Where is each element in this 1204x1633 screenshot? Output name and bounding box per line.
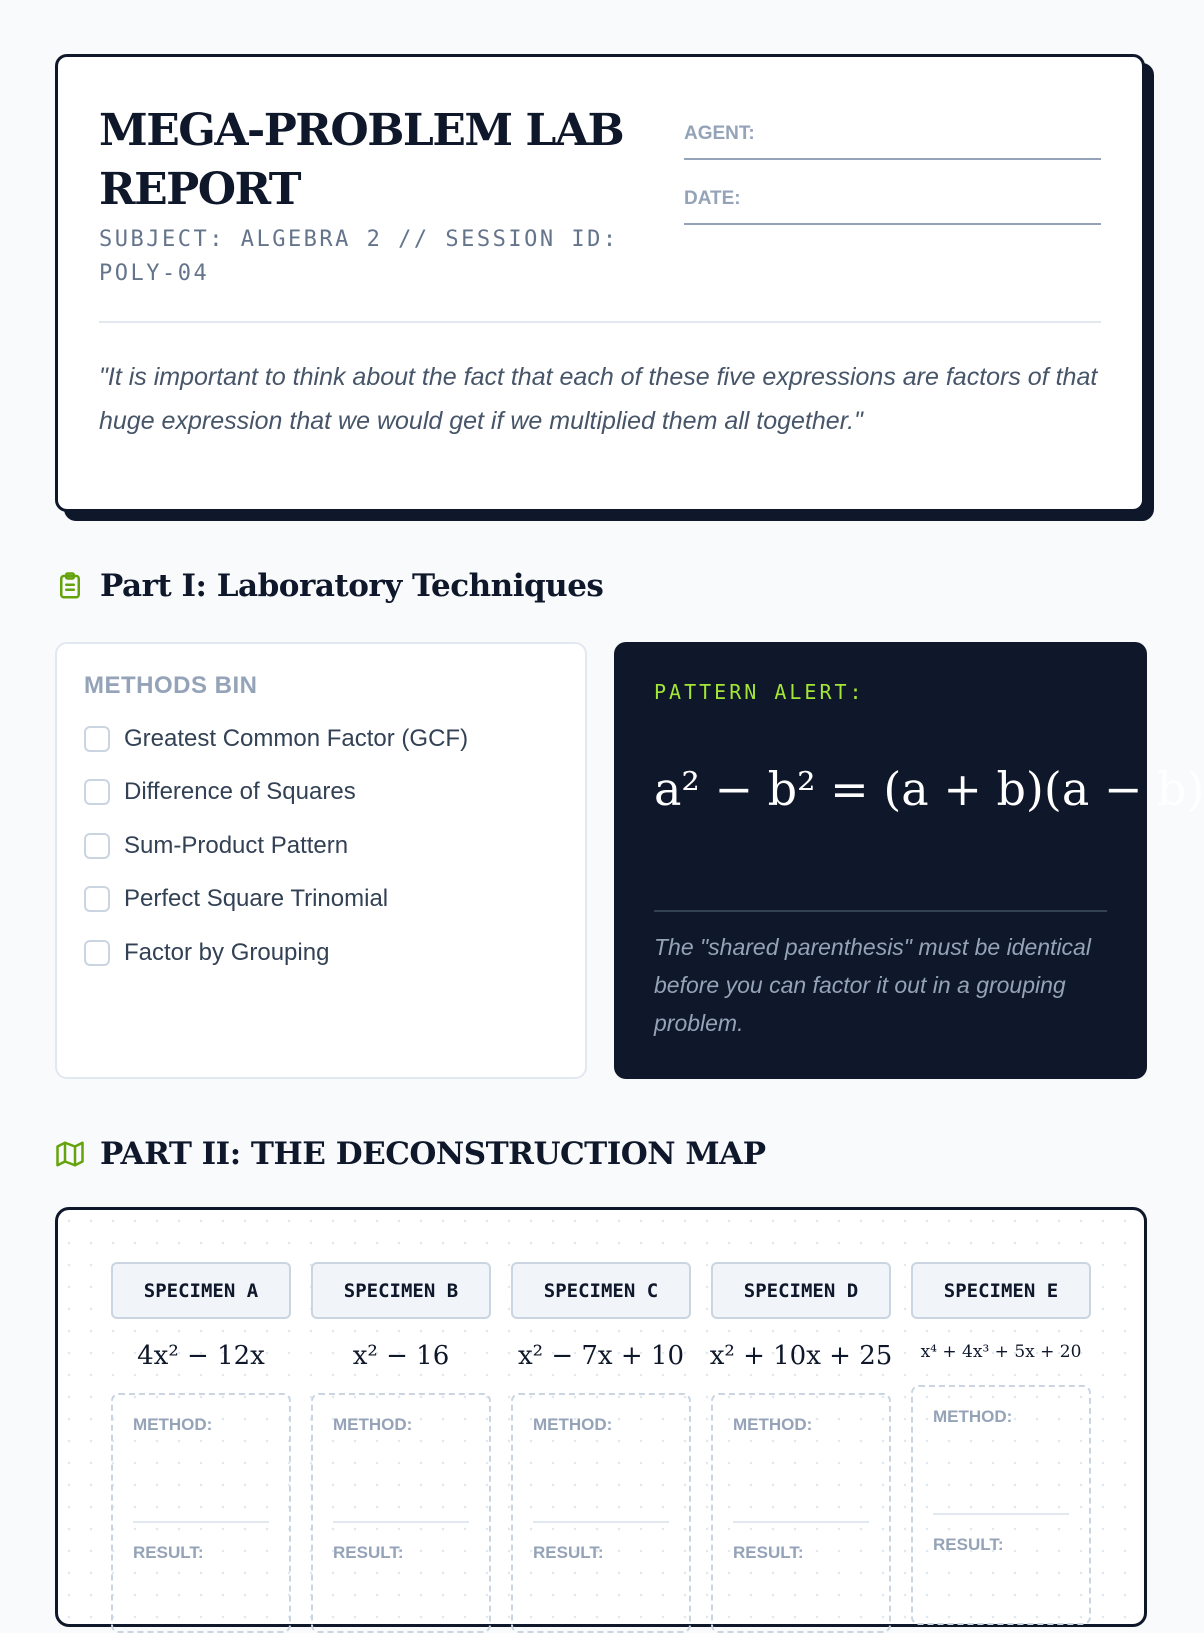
date-field[interactable] bbox=[684, 180, 1101, 225]
result-field-label: RESULT: bbox=[333, 1543, 404, 1562]
specimen-expression: x² + 10x + 25 bbox=[709, 1341, 893, 1371]
result-field-label: RESULT: bbox=[933, 1535, 1004, 1554]
specimen-expression: 4x² − 12x bbox=[137, 1341, 265, 1371]
deconstruction-map bbox=[55, 1207, 1147, 1627]
agent-field[interactable] bbox=[684, 115, 1101, 160]
specimen-expression: x⁴ + 4x³ + 5x + 20 bbox=[920, 1342, 1082, 1362]
report-subtitle: SUBJECT: ALGEBRA 2 // SESSION ID: POLY-04 bbox=[99, 227, 619, 286]
method-field-label: METHOD: bbox=[333, 1415, 413, 1434]
agent-label: AGENT: bbox=[684, 123, 755, 144]
specimen-expression: x² − 7x + 10 bbox=[517, 1341, 684, 1371]
specimen-work-box[interactable] bbox=[311, 1393, 491, 1633]
map-icon bbox=[55, 1139, 85, 1169]
method-checkbox[interactable] bbox=[84, 886, 110, 912]
clipboard-icon bbox=[55, 571, 85, 601]
header-divider bbox=[99, 321, 1101, 323]
specimen-column-b bbox=[311, 1262, 491, 1633]
method-item-difference-of-squares[interactable] bbox=[84, 766, 585, 820]
pattern-alert-note: The "shared parenthesis" must be identical before you can factor it out in a grouping problem. bbox=[654, 934, 1091, 1036]
method-checkbox[interactable] bbox=[84, 833, 110, 859]
method-field-label: METHOD: bbox=[533, 1415, 613, 1434]
methods-bin bbox=[55, 642, 587, 1079]
method-checkbox[interactable] bbox=[84, 726, 110, 752]
specimen-column-e bbox=[911, 1262, 1091, 1633]
methods-bin-title: METHODS BIN bbox=[84, 672, 258, 699]
specimen-work-box[interactable] bbox=[711, 1393, 891, 1633]
method-item-grouping[interactable] bbox=[84, 926, 585, 980]
pattern-alert-divider bbox=[654, 910, 1107, 912]
pattern-alert-title: PATTERN ALERT: bbox=[654, 680, 865, 704]
specimen-column-d bbox=[711, 1262, 891, 1633]
report-header-card bbox=[55, 54, 1145, 512]
specimen-column-a bbox=[111, 1262, 291, 1633]
specimen-work-box[interactable] bbox=[111, 1393, 291, 1633]
part1-heading bbox=[55, 568, 603, 604]
method-label: Factor by Grouping bbox=[124, 938, 330, 966]
specimen-label: SPECIMEN E bbox=[911, 1262, 1091, 1319]
part2-heading-text: PART II: THE DECONSTRUCTION MAP bbox=[100, 1136, 766, 1172]
method-item-perfect-square[interactable] bbox=[84, 873, 585, 927]
method-label: Perfect Square Trinomial bbox=[124, 885, 389, 913]
method-item-sum-product[interactable] bbox=[84, 819, 585, 873]
method-item-gcf[interactable] bbox=[84, 712, 585, 766]
result-field-label: RESULT: bbox=[133, 1543, 204, 1562]
specimen-work-box[interactable] bbox=[911, 1385, 1091, 1625]
pattern-alert-formula: a² − b² = (a + b)(a − b) bbox=[654, 762, 1204, 816]
method-field-label: METHOD: bbox=[933, 1407, 1013, 1426]
result-field-label: RESULT: bbox=[533, 1543, 604, 1562]
specimen-work-box[interactable] bbox=[511, 1393, 691, 1633]
result-field-label: RESULT: bbox=[733, 1543, 804, 1562]
intro-quote: "It is important to think about the fact that each of these five expressions are factors of that huge expression that we would get if we multiplied them all together." bbox=[99, 363, 1098, 435]
method-field-label: METHOD: bbox=[133, 1415, 213, 1434]
method-label: Difference of Squares bbox=[124, 778, 356, 806]
part2-heading bbox=[55, 1136, 766, 1172]
method-label: Sum-Product Pattern bbox=[124, 831, 349, 859]
specimen-expression: x² − 16 bbox=[352, 1341, 450, 1371]
specimen-label: SPECIMEN D bbox=[711, 1262, 891, 1319]
specimen-label: SPECIMEN C bbox=[511, 1262, 691, 1319]
part1-heading-text: Part I: Laboratory Techniques bbox=[100, 568, 604, 604]
date-label: DATE: bbox=[684, 188, 741, 209]
method-label: Greatest Common Factor (GCF) bbox=[124, 724, 469, 752]
pattern-alert-card bbox=[614, 642, 1204, 1079]
specimen-column-c bbox=[511, 1262, 691, 1633]
report-title: MEGA-PROBLEM LAB REPORT bbox=[99, 105, 624, 215]
specimen-label: SPECIMEN A bbox=[111, 1262, 291, 1319]
specimen-label: SPECIMEN B bbox=[311, 1262, 491, 1319]
method-checkbox[interactable] bbox=[84, 940, 110, 966]
method-checkbox[interactable] bbox=[84, 779, 110, 805]
method-field-label: METHOD: bbox=[733, 1415, 813, 1434]
